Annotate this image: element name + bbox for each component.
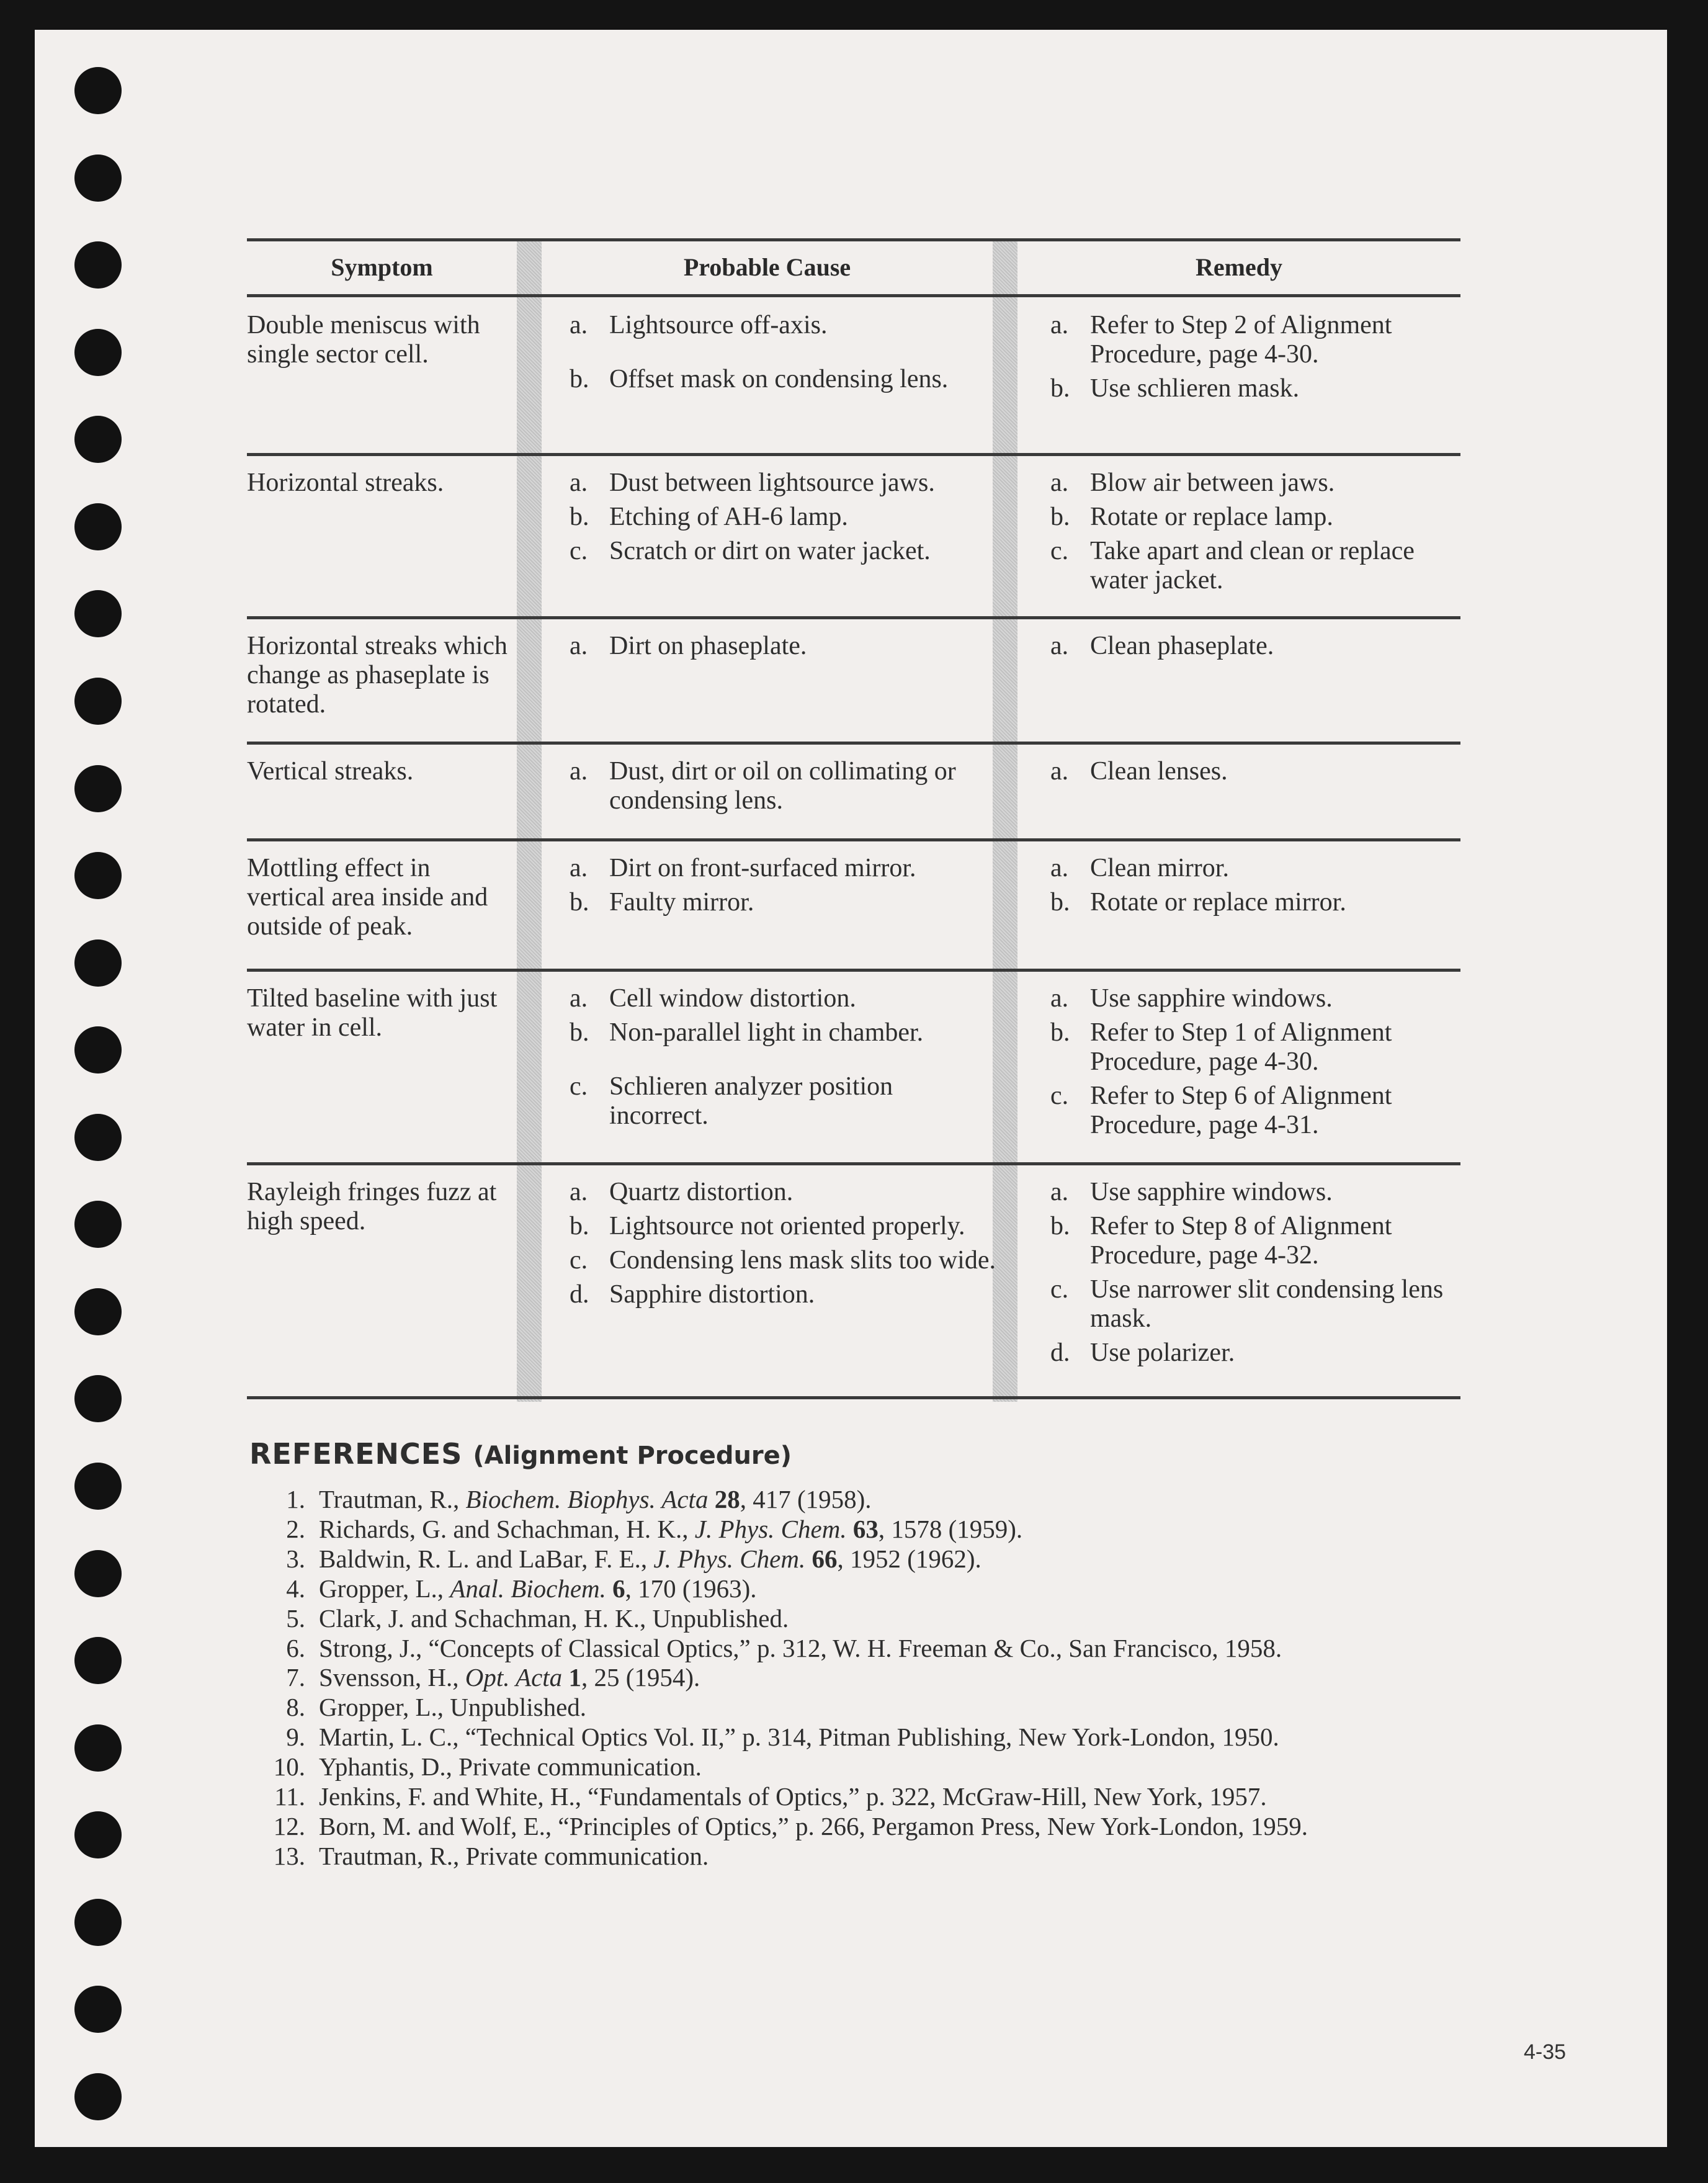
item-text: Clean lenses. bbox=[1090, 757, 1228, 786]
item-text: Refer to Step 1 of Alignment Procedure, page 4-30. bbox=[1090, 1018, 1392, 1076]
binder-hole bbox=[74, 1811, 122, 1858]
table-row bbox=[247, 970, 1460, 1164]
binder-hole bbox=[74, 503, 122, 550]
references-subtitle: (Alignment Procedure) bbox=[473, 1441, 792, 1470]
reference-segment: Baldwin, R. L. and LaBar, F. E., bbox=[319, 1544, 654, 1573]
journal-title: Opt. Acta bbox=[465, 1663, 563, 1692]
reference-text bbox=[319, 1604, 789, 1634]
reference-item bbox=[249, 1782, 1490, 1812]
binder-hole bbox=[74, 1550, 122, 1597]
reference-number: 5. bbox=[286, 1603, 305, 1633]
table-row bbox=[247, 297, 1460, 455]
reference-number: 2. bbox=[286, 1514, 305, 1543]
probable-cause-cell bbox=[570, 618, 998, 666]
reference-text bbox=[319, 1782, 1267, 1812]
binder-hole bbox=[74, 1986, 122, 2033]
reference-item bbox=[249, 1485, 1490, 1515]
item-text: Dust, dirt or oil on collimating or condensing lens. bbox=[609, 757, 956, 815]
item-letter: b. bbox=[1050, 888, 1070, 917]
table-row bbox=[247, 1164, 1460, 1398]
reference-number: 7. bbox=[286, 1663, 305, 1692]
list-item bbox=[1050, 632, 1447, 661]
item-text: Lightsource off-axis. bbox=[609, 311, 828, 339]
reference-text bbox=[319, 1515, 1022, 1544]
item-letter: a. bbox=[570, 854, 588, 882]
list-item bbox=[570, 888, 998, 917]
item-letter: c. bbox=[1050, 1275, 1069, 1304]
reference-segment: Svensson, H., bbox=[319, 1663, 465, 1692]
item-letter: b. bbox=[570, 1212, 589, 1240]
item-letter: b. bbox=[570, 503, 589, 531]
reference-segment bbox=[847, 1515, 853, 1543]
item-text: Rotate or replace mirror. bbox=[1090, 888, 1346, 917]
page-number: 4-35 bbox=[1524, 2040, 1567, 2064]
reference-segment: , 417 (1958). bbox=[740, 1485, 872, 1513]
item-text: Use sapphire windows. bbox=[1090, 984, 1333, 1013]
reference-item bbox=[249, 1544, 1490, 1574]
item-letter: c. bbox=[570, 1072, 588, 1101]
item-text: Lightsource not oriented properly. bbox=[609, 1212, 965, 1240]
remedy-cell bbox=[1050, 1164, 1447, 1373]
reference-text bbox=[319, 1634, 1282, 1664]
reference-text bbox=[319, 1574, 756, 1604]
reference-number: 11. bbox=[274, 1782, 305, 1811]
symptom-cell: Double meniscus with single sector cell. bbox=[247, 311, 480, 369]
remedy-cell bbox=[1050, 743, 1447, 791]
item-letter: a. bbox=[570, 468, 588, 497]
list-item bbox=[1050, 537, 1447, 595]
reference-item bbox=[249, 1604, 1490, 1634]
probable-cause-cell bbox=[570, 970, 998, 1136]
list-item bbox=[570, 1072, 998, 1131]
reference-segment: Martin, L. C., “Technical Optics Vol. II,” p. 314, Pitman Publishing, New York-London, 1950. bbox=[319, 1723, 1279, 1752]
list-item bbox=[1050, 468, 1447, 498]
item-letter: b. bbox=[570, 1018, 589, 1047]
probable-cause-cell bbox=[570, 743, 998, 820]
symptom-cell: Horizontal streaks which change as phaseplate is rotated. bbox=[247, 632, 507, 719]
header-symptom: Symptom bbox=[331, 253, 433, 281]
item-text: Clean phaseplate. bbox=[1090, 632, 1274, 660]
list-item bbox=[1050, 1338, 1447, 1368]
list-item bbox=[570, 365, 998, 394]
probable-cause-cell bbox=[570, 1164, 998, 1314]
binder-hole bbox=[74, 1463, 122, 1510]
header-remedy: Remedy bbox=[1196, 253, 1282, 281]
list-item bbox=[1050, 1018, 1447, 1077]
reference-segment bbox=[805, 1544, 812, 1573]
volume-number: 6 bbox=[612, 1574, 625, 1603]
item-text: Use schlieren mask. bbox=[1090, 374, 1300, 403]
reference-segment: Trautman, R., bbox=[319, 1485, 466, 1513]
list-item bbox=[570, 1018, 998, 1047]
reference-segment: Trautman, R., Private communication. bbox=[319, 1841, 709, 1870]
table-row bbox=[247, 618, 1460, 743]
list-item bbox=[570, 854, 998, 883]
list-item bbox=[570, 1246, 998, 1275]
symptom-cell: Mottling effect in vertical area inside and outside of peak. bbox=[247, 854, 488, 941]
symptom-cell: Horizontal streaks. bbox=[247, 468, 444, 497]
binder-hole bbox=[74, 1637, 122, 1684]
reference-segment: Gropper, L., bbox=[319, 1574, 450, 1603]
reference-segment: , 170 (1963). bbox=[625, 1574, 757, 1603]
item-letter: b. bbox=[570, 365, 589, 393]
item-text: Blow air between jaws. bbox=[1090, 468, 1335, 497]
binder-hole bbox=[74, 939, 122, 987]
list-item bbox=[570, 632, 998, 661]
reference-text bbox=[319, 1693, 586, 1723]
probable-cause-cell bbox=[570, 297, 998, 399]
binder-hole bbox=[74, 155, 122, 202]
references-heading bbox=[249, 1437, 792, 1471]
remedy-cell bbox=[1050, 840, 1447, 922]
item-text: Faulty mirror. bbox=[609, 888, 754, 917]
item-text: Dirt on phaseplate. bbox=[609, 632, 807, 660]
reference-text bbox=[319, 1544, 981, 1574]
reference-segment: , 1578 (1959). bbox=[878, 1514, 1023, 1543]
item-letter: a. bbox=[570, 757, 588, 786]
item-letter: d. bbox=[1050, 1338, 1070, 1367]
binder-hole bbox=[74, 416, 122, 463]
probable-cause-cell bbox=[570, 455, 998, 571]
item-letter: a. bbox=[570, 311, 588, 339]
binder-hole bbox=[74, 1201, 122, 1248]
list-item bbox=[1050, 888, 1447, 917]
list-item bbox=[1050, 1178, 1447, 1207]
reference-segment bbox=[606, 1574, 612, 1603]
references-title: REFERENCES bbox=[249, 1437, 463, 1471]
binder-hole bbox=[74, 1724, 122, 1772]
remedy-cell bbox=[1050, 618, 1447, 666]
reference-number: 1. bbox=[286, 1485, 305, 1513]
symptom-cell: Tilted baseline with just water in cell. bbox=[247, 984, 498, 1042]
item-text: Use narrower slit condensing lens mask. bbox=[1090, 1275, 1444, 1333]
table-row bbox=[247, 455, 1460, 618]
volume-number: 66 bbox=[812, 1544, 838, 1573]
item-text: Condensing lens mask slits too wide. bbox=[609, 1246, 996, 1275]
item-text: Offset mask on condensing lens. bbox=[609, 365, 949, 393]
item-letter: d. bbox=[570, 1280, 589, 1309]
item-letter: a. bbox=[1050, 632, 1069, 660]
reference-segment: Strong, J., “Concepts of Classical Optics,” p. 312, W. H. Freeman & Co., San Francisco, 1958. bbox=[319, 1633, 1282, 1662]
journal-title: Anal. Biochem. bbox=[450, 1574, 606, 1603]
item-text: Take apart and clean or replace water jacket. bbox=[1090, 537, 1415, 594]
reference-item bbox=[249, 1663, 1490, 1693]
binder-hole bbox=[74, 2073, 122, 2120]
reference-segment: , 25 (1954). bbox=[581, 1663, 700, 1692]
reference-number: 13. bbox=[273, 1841, 305, 1870]
reference-segment: Richards, G. and Schachman, H. K., bbox=[319, 1514, 695, 1543]
volume-number: 63 bbox=[852, 1514, 879, 1543]
reference-item bbox=[249, 1723, 1490, 1752]
volume-number: 28 bbox=[714, 1485, 740, 1513]
reference-number: 10. bbox=[273, 1752, 305, 1782]
list-item bbox=[570, 503, 998, 532]
item-text: Etching of AH-6 lamp. bbox=[609, 503, 848, 531]
item-letter: a. bbox=[1050, 984, 1069, 1013]
remedy-cell bbox=[1050, 970, 1447, 1145]
reference-item bbox=[249, 1574, 1490, 1604]
list-item bbox=[1050, 984, 1447, 1013]
document-page bbox=[35, 30, 1667, 2147]
item-text: Rotate or replace lamp. bbox=[1090, 503, 1333, 531]
list-item bbox=[570, 468, 998, 498]
remedy-cell bbox=[1050, 455, 1447, 600]
binder-hole bbox=[74, 678, 122, 725]
list-item bbox=[1050, 311, 1447, 369]
list-item bbox=[1050, 757, 1447, 786]
table-row bbox=[247, 743, 1460, 840]
reference-segment: Born, M. and Wolf, E., “Principles of Optics,” p. 266, Pergamon Press, New York-London, 1959. bbox=[319, 1811, 1308, 1840]
item-text: Refer to Step 8 of Alignment Procedure, page 4-32. bbox=[1090, 1212, 1392, 1270]
reference-number: 6. bbox=[286, 1633, 305, 1662]
item-letter: a. bbox=[570, 632, 588, 660]
binder-hole bbox=[74, 1026, 122, 1074]
binder-hole bbox=[74, 329, 122, 376]
list-item bbox=[570, 537, 998, 566]
item-letter: b. bbox=[1050, 1212, 1070, 1240]
item-letter: c. bbox=[1050, 1082, 1069, 1110]
reference-number: 12. bbox=[273, 1811, 305, 1840]
row-divider bbox=[247, 1396, 1460, 1399]
list-item bbox=[1050, 854, 1447, 883]
reference-text bbox=[319, 1663, 700, 1693]
reference-segment: , 1952 (1962). bbox=[837, 1544, 981, 1573]
item-letter: a. bbox=[1050, 311, 1069, 339]
item-letter: b. bbox=[1050, 1018, 1070, 1047]
list-item bbox=[570, 1212, 998, 1241]
binder-hole bbox=[74, 590, 122, 637]
remedy-cell bbox=[1050, 297, 1447, 408]
journal-title: J. Phys. Chem. bbox=[694, 1514, 847, 1543]
item-letter: a. bbox=[570, 984, 588, 1013]
journal-title: Biochem. Biophys. Acta bbox=[465, 1485, 709, 1513]
item-text: Schlieren analyzer position incorrect. bbox=[609, 1072, 893, 1130]
reference-item bbox=[249, 1634, 1490, 1664]
reference-segment: Yphantis, D., Private communication. bbox=[319, 1752, 702, 1782]
item-text: Clean mirror. bbox=[1090, 854, 1229, 882]
item-letter: a. bbox=[1050, 757, 1069, 786]
list-item bbox=[1050, 1212, 1447, 1270]
reference-text bbox=[319, 1842, 709, 1871]
item-letter: a. bbox=[1050, 468, 1069, 497]
list-item bbox=[570, 1178, 998, 1207]
binder-hole bbox=[74, 1375, 122, 1422]
binder-hole bbox=[74, 1899, 122, 1946]
reference-text bbox=[319, 1723, 1279, 1752]
item-text: Non-parallel light in chamber. bbox=[609, 1018, 924, 1047]
item-text: Refer to Step 6 of Alignment Procedure, page 4-31. bbox=[1090, 1082, 1392, 1139]
reference-item bbox=[249, 1812, 1490, 1842]
item-text: Sapphire distortion. bbox=[609, 1280, 815, 1309]
probable-cause-cell bbox=[570, 840, 998, 922]
reference-segment: Clark, J. and Schachman, H. K., Unpublished. bbox=[319, 1603, 789, 1633]
reference-text bbox=[319, 1752, 702, 1782]
binder-hole bbox=[74, 1288, 122, 1335]
item-letter: b. bbox=[1050, 374, 1070, 403]
reference-number: 9. bbox=[286, 1723, 305, 1752]
binder-hole bbox=[74, 67, 122, 114]
reference-number: 4. bbox=[286, 1574, 305, 1603]
reference-item bbox=[249, 1752, 1490, 1782]
volume-number: 1 bbox=[568, 1663, 581, 1692]
reference-text bbox=[319, 1485, 872, 1515]
reference-text bbox=[319, 1812, 1308, 1842]
reference-segment bbox=[562, 1663, 568, 1692]
reference-segment: Gropper, L., Unpublished. bbox=[319, 1693, 587, 1722]
item-text: Refer to Step 2 of Alignment Procedure, page 4-30. bbox=[1090, 311, 1392, 369]
list-item bbox=[570, 984, 998, 1013]
troubleshooting-table bbox=[247, 238, 1460, 1402]
reference-segment bbox=[708, 1485, 714, 1513]
item-text: Quartz distortion. bbox=[609, 1178, 794, 1206]
reference-item bbox=[249, 1515, 1490, 1544]
item-letter: c. bbox=[570, 537, 588, 565]
item-text: Dirt on front-surfaced mirror. bbox=[609, 854, 916, 882]
references-list bbox=[249, 1485, 1490, 1871]
item-letter: a. bbox=[570, 1178, 588, 1206]
item-text: Cell window distortion. bbox=[609, 984, 856, 1013]
list-item bbox=[1050, 374, 1447, 403]
item-letter: b. bbox=[1050, 503, 1070, 531]
reference-segment: Jenkins, F. and White, H., “Fundamentals of Optics,” p. 322, McGraw-Hill, New York, 1957. bbox=[319, 1782, 1267, 1811]
reference-item bbox=[249, 1842, 1490, 1871]
item-letter: a. bbox=[1050, 1178, 1069, 1206]
reference-item bbox=[249, 1693, 1490, 1723]
list-item bbox=[1050, 503, 1447, 532]
symptom-cell: Vertical streaks. bbox=[247, 757, 414, 786]
item-letter: c. bbox=[570, 1246, 588, 1275]
item-text: Dust between lightsource jaws. bbox=[609, 468, 935, 497]
list-item bbox=[570, 1280, 998, 1309]
item-letter: c. bbox=[1050, 537, 1069, 565]
item-text: Scratch or dirt on water jacket. bbox=[609, 537, 931, 565]
item-letter: a. bbox=[1050, 854, 1069, 882]
item-text: Use sapphire windows. bbox=[1090, 1178, 1333, 1206]
list-item bbox=[1050, 1082, 1447, 1140]
reference-number: 3. bbox=[286, 1544, 305, 1573]
list-item bbox=[1050, 1275, 1447, 1334]
header-probable-cause: Probable Cause bbox=[683, 253, 851, 281]
item-text: Use polarizer. bbox=[1090, 1338, 1235, 1367]
binder-hole bbox=[74, 852, 122, 899]
item-letter: b. bbox=[570, 888, 589, 917]
journal-title: J. Phys. Chem. bbox=[653, 1544, 806, 1573]
list-item bbox=[570, 757, 998, 815]
binder-hole bbox=[74, 1114, 122, 1161]
binder-hole bbox=[74, 241, 122, 289]
binder-hole bbox=[74, 765, 122, 812]
table-row bbox=[247, 840, 1460, 970]
list-item bbox=[570, 311, 998, 340]
reference-number: 8. bbox=[286, 1693, 305, 1722]
symptom-cell: Rayleigh fringes fuzz at high speed. bbox=[247, 1178, 497, 1235]
